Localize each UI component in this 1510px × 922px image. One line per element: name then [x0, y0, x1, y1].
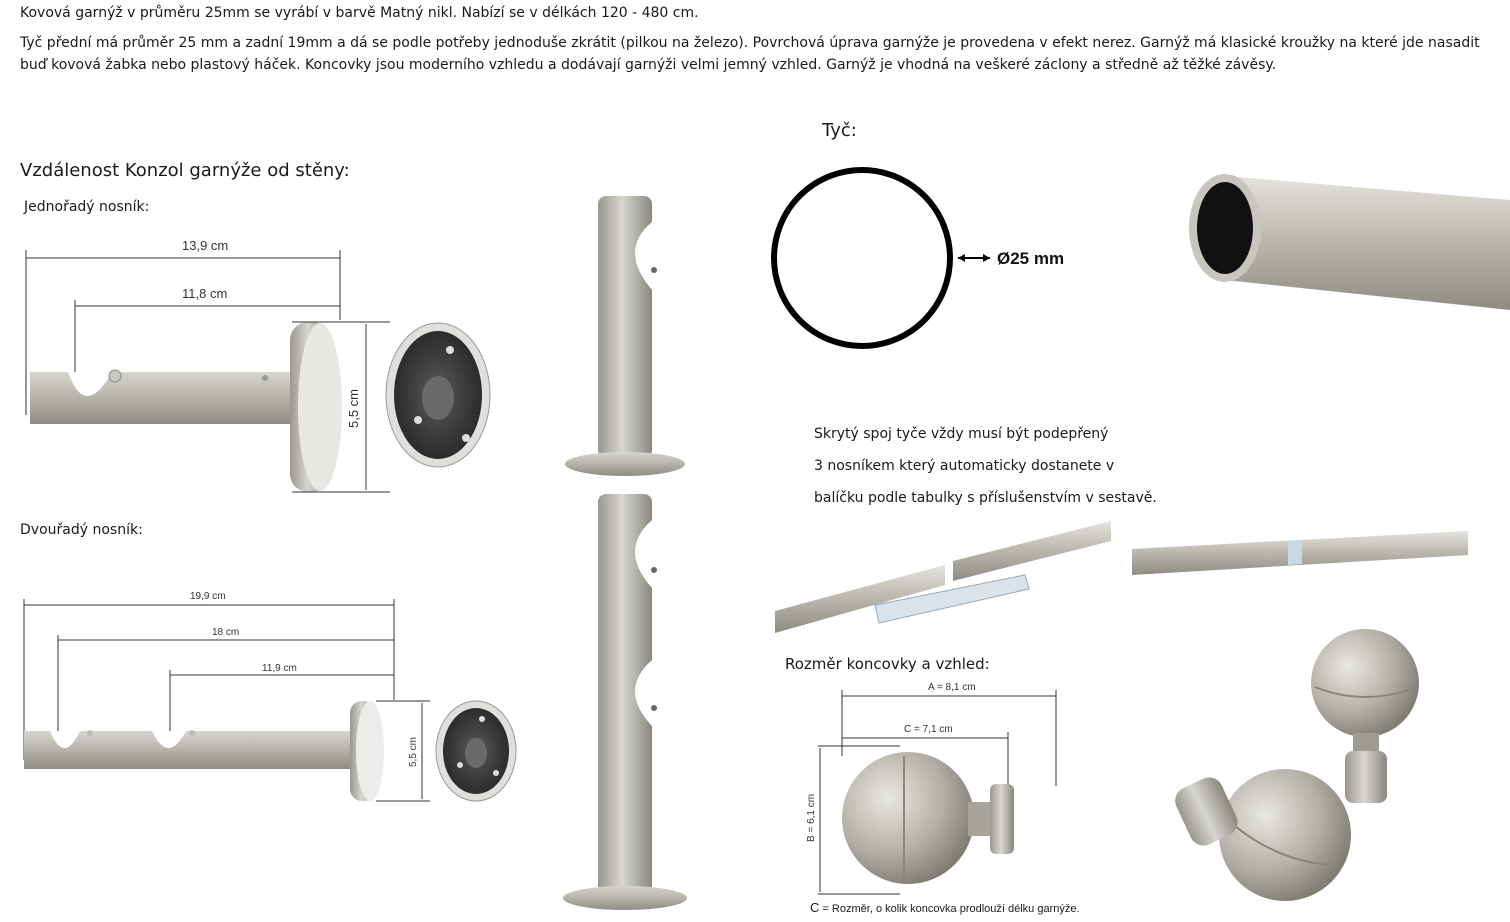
single-dim-total: 13,9 cm: [182, 238, 229, 253]
double-bracket-diagram: [20, 585, 520, 810]
joint-note-line-1: Skrytý spoj tyče vždy musí být podepřený: [814, 426, 1109, 442]
finial-heading: Rozměr koncovky a vzhled:: [785, 655, 990, 673]
intro-line-1: Kovová garnýž v průměru 25mm se vyrábí v barvě Matný nikl. Nabízí se v délkách 120 - 480 cm.: [20, 5, 699, 21]
joint-note-line-3: balíčku podle tabulky s příslušenstvím v sestavě.: [814, 490, 1157, 506]
rod-heading: Tyč:: [822, 120, 857, 141]
finial-footnote-text: = Rozměr, o kolik koncovka prodlouží délku garnýže.: [819, 903, 1080, 915]
double-dim-total: 19,9 cm: [190, 591, 226, 602]
intro-text: [20, 2, 1480, 84]
rod-joint-photo-closed: [1130, 525, 1470, 585]
single-bracket-diagram: [20, 230, 500, 500]
finial-footnote-letter: C: [810, 900, 820, 915]
double-bracket-label: Dvouřadý nosník:: [20, 522, 143, 538]
double-dim-height: 5,5 cm: [408, 736, 419, 767]
finial-dim-a: A = 8,1 cm: [928, 682, 976, 693]
rod-photo: [1185, 160, 1510, 320]
single-bracket-label: Jednořadý nosník:: [24, 199, 150, 215]
rod-cross-section-diagram: [768, 164, 1098, 354]
rod-joint-photo-open: [775, 515, 1115, 640]
finial-dim-b: B = 6,1 cm: [806, 793, 817, 842]
vertical-bracket-photos: [560, 190, 690, 912]
single-dim-inner: 11,8 cm: [182, 286, 228, 301]
finial-dimension-diagram: [800, 676, 1070, 916]
finial-photos: [1155, 625, 1510, 915]
double-dim-inner: 11,9 cm: [262, 663, 297, 674]
finial-footnote: [810, 900, 1080, 915]
joint-note-line-2: 3 nosníkem který automaticky dostanete v: [814, 458, 1115, 474]
brackets-heading: Vzdálenost Konzol garnýže od stěny:: [20, 160, 350, 181]
single-dim-height: 5,5 cm: [346, 388, 361, 428]
double-dim-mid: 18 cm: [212, 627, 240, 638]
finial-dim-c: C = 7,1 cm: [904, 724, 953, 735]
intro-line-2: Tyč přední má průměr 25 mm a zadní 19mm a dá se podle potřeby jednoduše zkrátit (pilkou na železo). Povrchová úprava garnýže je provedena v efekt nerez. Garnýž má klasické kroužky na které jde nasadit buď kovová žabka nebo plastový háček. Koncovky jsou moderního vzhledu a dodávají garnýži velmi jemný vzhled. Garnýž je vhodná na veškeré záclony a středně až těžké závěsy.: [20, 35, 1480, 73]
joint-note: [814, 418, 1157, 514]
rod-diameter-label: Ø25 mm: [997, 249, 1065, 268]
